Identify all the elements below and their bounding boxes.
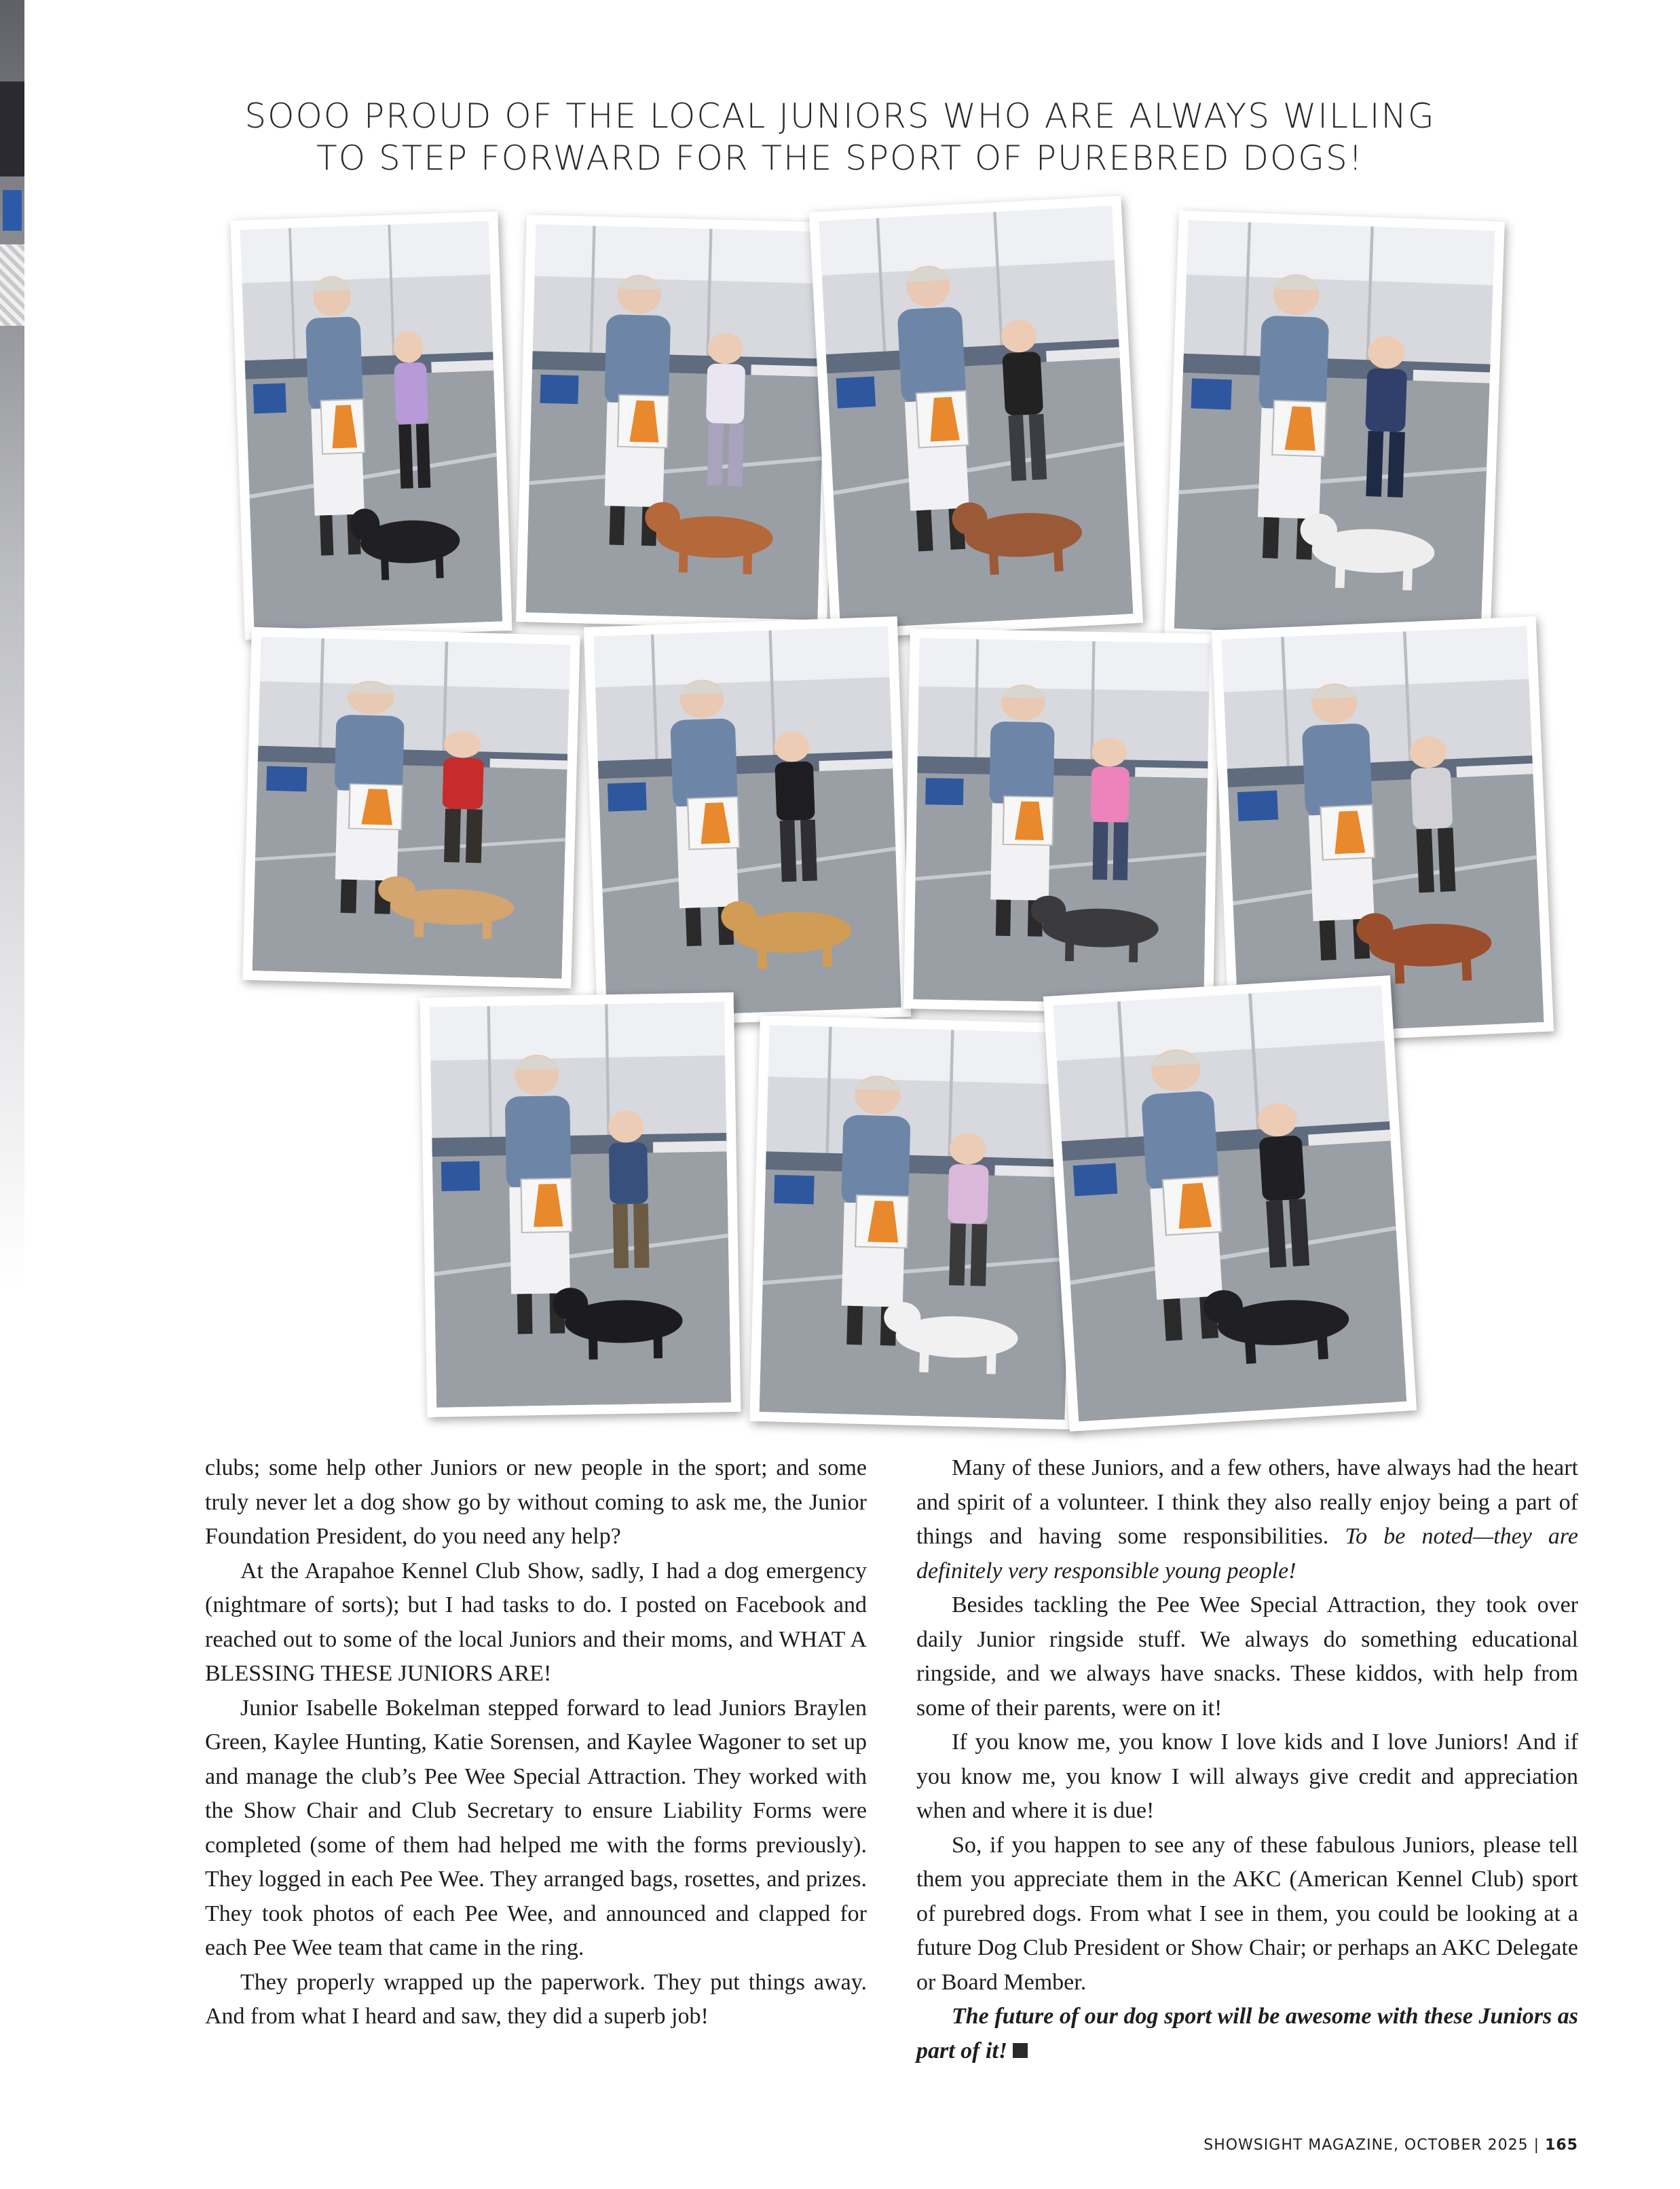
article-paragraph: They properly wrapped up the paperwork. They put things away. And from what I heard and saw, they did a superb job! — [205, 1969, 867, 2029]
article-paragraph — [916, 1451, 1578, 1588]
article-column-left — [205, 1451, 867, 2034]
closing-text: The future of our dog sport will be awesome with these Juniors as part of it! — [916, 2004, 1578, 2063]
article-paragraph: clubs; some help other Juniors or new people in the sport; and some truly never let a dog show go by without coming to ask me, the Junior Foundation President, do you need any help? — [205, 1455, 867, 1549]
junior-westie-photo — [1164, 210, 1505, 649]
page-number: 165 — [1545, 2137, 1578, 2154]
article-paragraph: So, if you happen to see any of these fabulous Juniors, please tell them you appreciate them in the AKC (American Kennel Club) sport of purebred dogs. From what I see in them, you could be looking at a future Dog Club President or Show Chair; or perhaps an AKC Delegate or Board Member. — [916, 1832, 1578, 1995]
junior-cane-corso-photo — [903, 629, 1220, 1014]
article-paragraph: Besides tackling the Pee Wee Special Attraction, they took over daily Junior ringside stuff. We always do something educational ringside, and we always have snacks. These kiddos, with help from some of their parents, were on it! — [916, 1592, 1578, 1721]
footer-separator: | — [1533, 2137, 1540, 2154]
junior-collie-photo — [242, 627, 580, 988]
article-paragraph: Junior Isabelle Bokelman stepped forward to lead Juniors Braylen Green, Kaylee Hunting, Katie Sorensen, and Kaylee Wagoner to set up and manage the club’s Pee Wee Special Attraction. They worked with the Show Chair and Club Secretary to ensure Liability Forms were completed (some of them had helped me with the forms previously). They logged in each Pee Wee. They arranged bags, rosettes, and prizes. They took photos of each Pee Wee, and announced and clapped for each Pee Wee team that came in the ring. — [205, 1695, 867, 1960]
paragraph-text: Many of these Juniors, and a few others, have always had the heart and spirit of a volunteer. I think they also really enjoy being a part of things and having some responsibilities. — [916, 1455, 1578, 1549]
article-closing — [916, 2000, 1578, 2068]
junior-corgi-photo — [230, 211, 512, 639]
junior-vizsla-photo — [809, 195, 1143, 639]
page-headline — [0, 95, 1680, 179]
article-column-right — [916, 1451, 1578, 2068]
headline-line-1: SOOO PROUD OF THE LOCAL JUNIORS WHO ARE ALWAYS WILLING — [244, 96, 1436, 136]
end-mark-icon — [1013, 2043, 1028, 2058]
magazine-issue: SHOWSIGHT MAGAZINE, OCTOBER 2025 — [1203, 2137, 1529, 2154]
article-paragraph: If you know me, you know I love kids and I love Juniors! And if you know me, you know I will always give credit and appreciation when and where it is due! — [916, 1729, 1578, 1823]
junior-golden-retriever-photo — [584, 616, 911, 1028]
article-paragraph: At the Arapahoe Kennel Club Show, sadly, I had a dog emergency (nightmare of sorts); but I had tasks to do. I posted on Facebook and reached out to some of the local Juniors and their moms, and WHAT A BLESSING THESE JUNIORS ARE! — [205, 1558, 867, 1686]
headline-line-2: TO STEP FORWARD FOR THE SPORT OF PUREBRED DOGS! — [316, 138, 1364, 178]
page-footer — [1203, 2137, 1578, 2154]
paragraph-emphasis: To be noted—they are definitely very responsible young people! — [916, 1524, 1578, 1584]
junior-corgi-second-photo — [1043, 975, 1417, 1432]
junior-white-dog-photo — [749, 1015, 1084, 1429]
junior-black-dog-photo — [420, 992, 741, 1417]
adjacent-page-edge — [0, 0, 24, 1290]
junior-pharaoh-hound-photo — [516, 214, 838, 630]
